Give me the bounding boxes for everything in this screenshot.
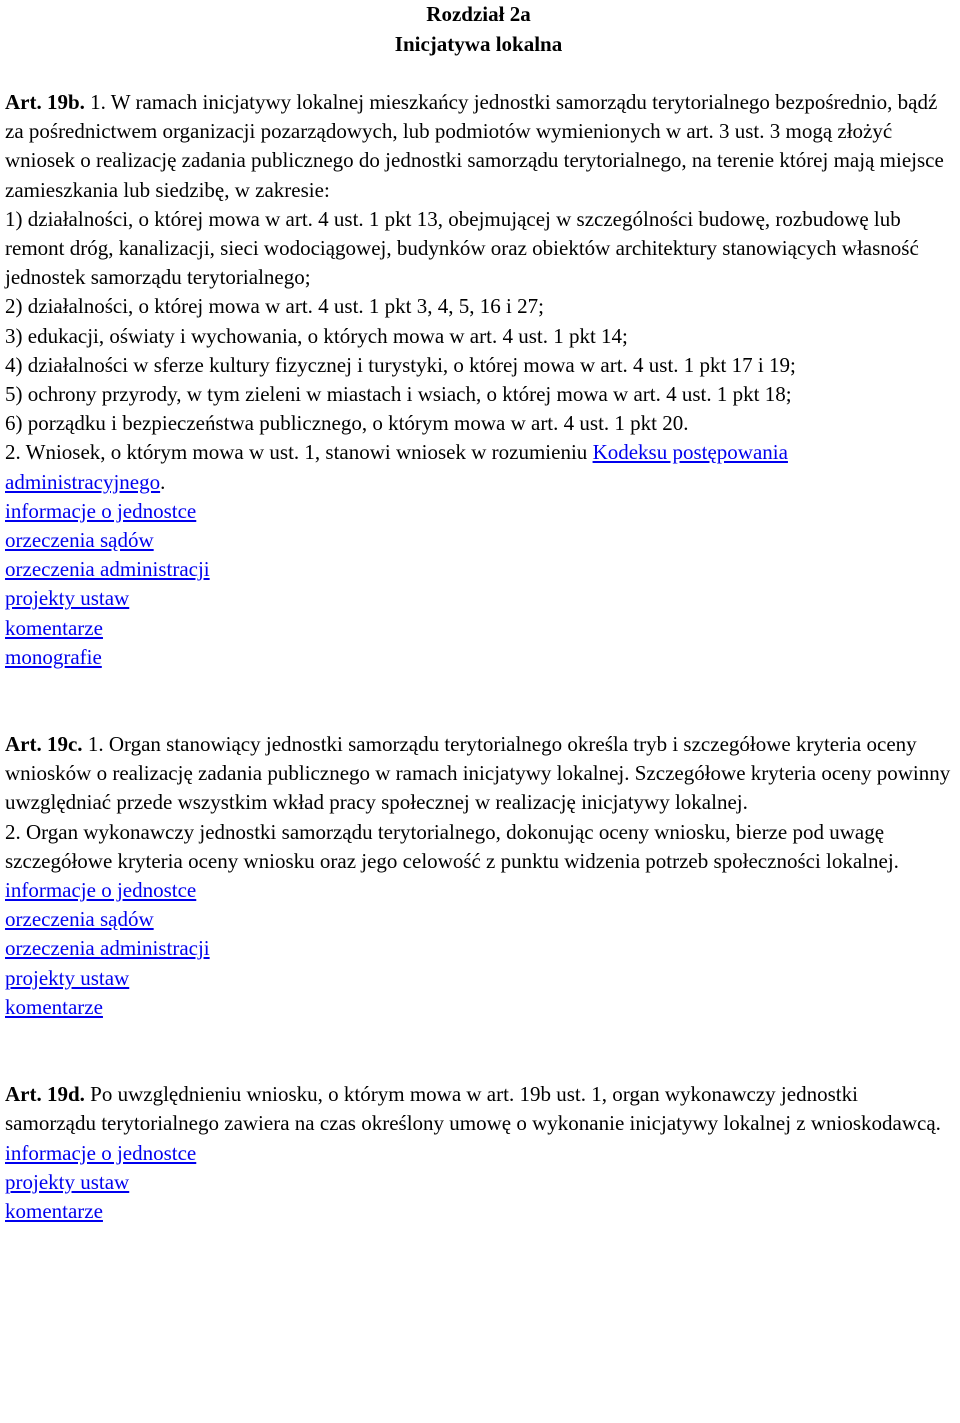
article-19d-links — [5, 1139, 952, 1227]
article-19c — [5, 730, 952, 1022]
link-komentarze[interactable]: komentarze — [5, 994, 103, 1019]
article-19c-para-1 — [5, 730, 952, 818]
kpa-link[interactable]: Kodeksu postępowania administracyjnego — [5, 440, 788, 494]
article-19d-label: Art. 19d. — [5, 1082, 85, 1107]
link-projekty-ustaw[interactable]: projekty ustaw — [5, 1169, 130, 1194]
link-orzeczenia-administracji[interactable]: orzeczenia administracji — [5, 557, 210, 582]
link-orzeczenia-administracji[interactable]: orzeczenia administracji — [5, 936, 210, 961]
article-19b-item-3: 3) edukacji, oświaty i wychowania, o których mowa w art. 4 ust. 1 pkt 14; — [5, 323, 628, 348]
link-informacje-o-jednostce[interactable]: informacje o jednostce — [5, 878, 197, 903]
article-19b-para-2 — [5, 438, 952, 496]
article-19c-para-1-text: 1. Organ stanowiący jednostki samorządu terytorialnego określa tryb i szczegółowe kryteria oceny wniosków o realizację zadania publicznego w ramach inicjatywy lokalnej. Szczegółowe kryteria oceny powinny uwzględniać przede wszystkim wkład pracy społecznej w realizację inicjatywy lokalnej. — [5, 732, 951, 815]
article-19c-para-2: 2. Organ wykonawczy jednostki samorządu terytorialnego, dokonując oceny wniosku, bierze pod uwagę szczegółowe kryteria oceny wniosku oraz jego celowość z punktu widzenia potrzeb społeczności lokalnej. — [5, 819, 899, 873]
link-monografie[interactable]: monografie — [5, 644, 102, 669]
article-19b-intro-text: 1. W ramach inicjatywy lokalnej mieszkańcy jednostki samorządu terytorialnego bezpośrednio, bądź za pośrednictwem organizacji pozarządowych, lub podmiotów wymienionych w art. 3 ust. 3 mogą złożyć wniosek o realizację zadania publicznego do jednostki samorządu terytorialnego, na terenie której mają miejsce zamieszkania lub siedzibę, w zakresie: — [5, 90, 944, 202]
link-informacje-o-jednostce[interactable]: informacje o jednostce — [5, 498, 197, 523]
article-19d-para-1-text: Po uwzględnieniu wniosku, o którym mowa w art. 19b ust. 1, organ wykonawczy jednostki samorządu terytorialnego zawiera na czas określony umowę o wykonanie inicjatywy lokalnej z wnioskodawcą. — [5, 1082, 941, 1136]
link-komentarze[interactable]: komentarze — [5, 1198, 103, 1223]
article-19b-links — [5, 497, 952, 672]
article-19b-item-2: 2) działalności, o której mowa w art. 4 ust. 1 pkt 3, 4, 5, 16 i 27; — [5, 294, 544, 319]
article-19c-label: Art. 19c. — [5, 732, 83, 757]
chapter-title: Inicjatywa lokalna — [394, 31, 563, 56]
article-19b-item-4: 4) działalności w sferze kultury fizycznej i turystyki, o której mowa w art. 4 ust. 1 pkt 17 i 19; — [5, 352, 796, 377]
article-19c-links — [5, 876, 952, 1022]
article-19b-item-6: 6) porządku i bezpieczeństwa publicznego, o którym mowa w art. 4 ust. 1 pkt 20. — [5, 411, 689, 436]
link-orzeczenia-sadow[interactable]: orzeczenia sądów — [5, 528, 154, 553]
link-projekty-ustaw[interactable]: projekty ustaw — [5, 586, 130, 611]
article-19b-item-5: 5) ochrony przyrody, w tym zieleni w miastach i wsiach, o której mowa w art. 4 ust. 1 pkt 18; — [5, 382, 792, 407]
link-orzeczenia-sadow[interactable]: orzeczenia sądów — [5, 907, 154, 932]
article-19b — [5, 88, 952, 672]
article-19d-para-1 — [5, 1080, 952, 1138]
link-informacje-o-jednostce[interactable]: informacje o jednostce — [5, 1140, 197, 1165]
article-19b-label: Art. 19b. — [5, 90, 85, 114]
chapter-number: Rozdział 2a — [426, 2, 531, 26]
article-19b-para-2-text: 2. Wniosek, o którym mowa w ust. 1, stanowi wniosek w rozumieniu — [5, 440, 593, 465]
article-19b-item-1: 1) działalności, o której mowa w art. 4 ust. 1 pkt 13, obejmującej w szczególności budowę, rozbudowę lub remont dróg, kanalizacji, sieci wodociągowej, budynków oraz obiektów architektury stanowiących własność jednostek samorządu terytorialnego; — [5, 206, 919, 290]
article-19b-para-2-end: . — [160, 469, 166, 494]
article-19b-intro — [5, 88, 952, 205]
chapter-heading — [5, 0, 952, 59]
link-komentarze[interactable]: komentarze — [5, 615, 103, 640]
link-projekty-ustaw[interactable]: projekty ustaw — [5, 965, 130, 990]
article-19d — [5, 1080, 952, 1226]
